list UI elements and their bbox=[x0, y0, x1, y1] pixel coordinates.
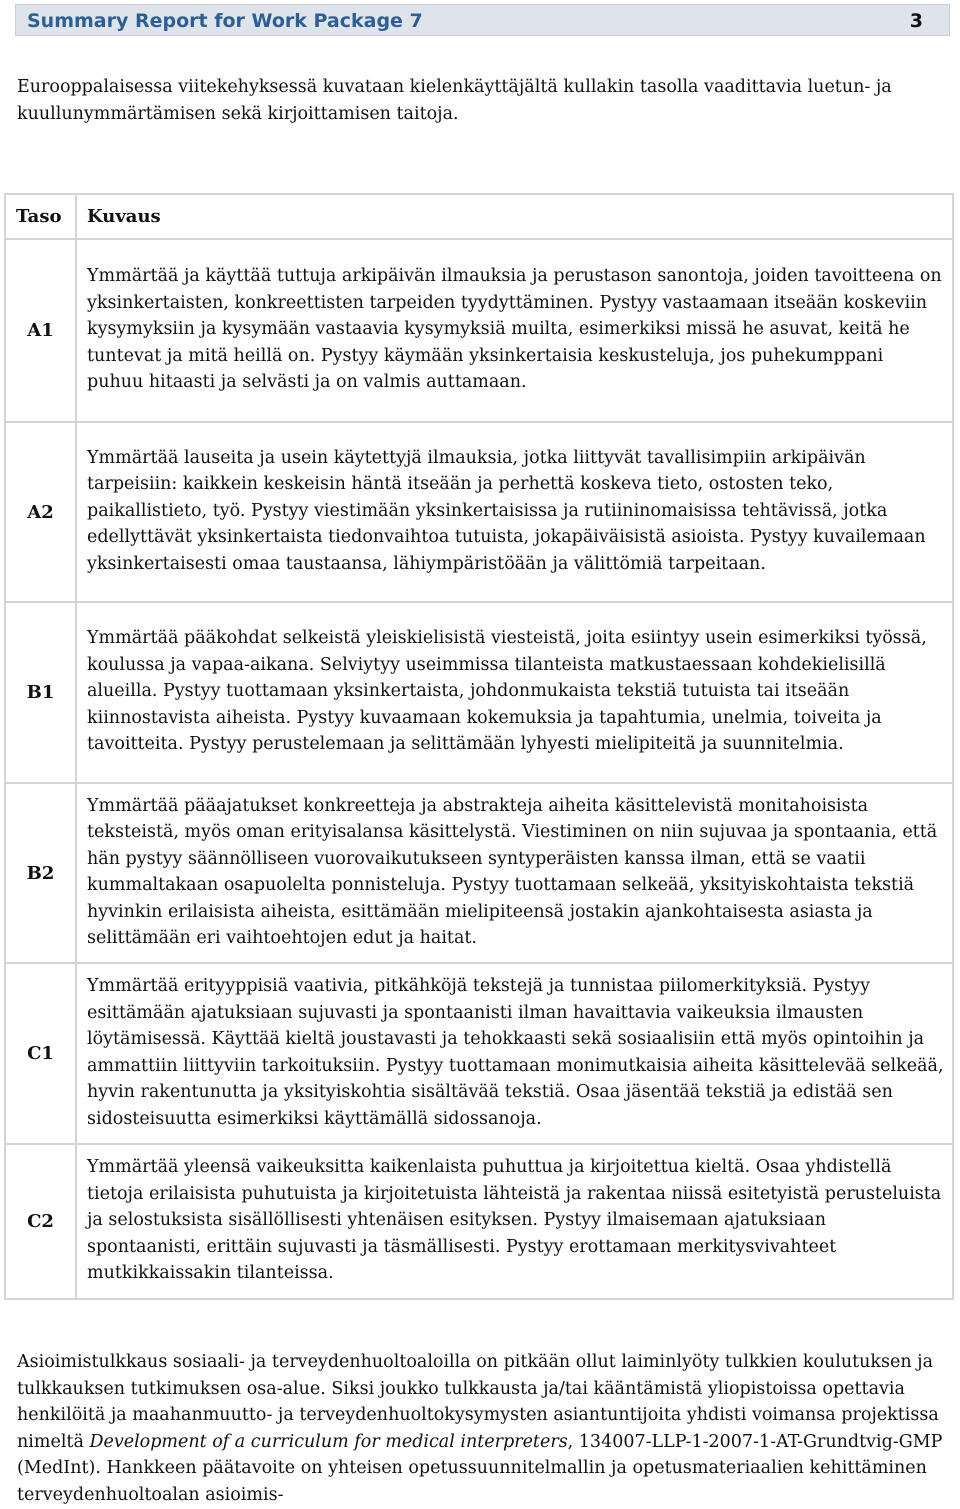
level-cell: A1 bbox=[5, 239, 76, 422]
description-cell: Ymmärtää lauseita ja usein käytettyjä ilmauksia, jotka liittyvät tavallisimpiin arkipäivän tarpeisiin: kaikkein keskeisin häntä itseään ja perhettä koskeva tieto, ostosten teko, paikallistieto, työ. Pystyy viestimään yksinkertaisissa ja rutiininomaisissa tehtävissä, jotka edellyttävät yksinkertaista tiedonvaihtoa tutuista, jokapäiväisistä asioista. Pystyy kuvailemaan yksinkertaisesti omaa taustaansa, lähiympäristöään ja välittömiä tarpeitaan. bbox=[76, 422, 953, 602]
table-row bbox=[5, 783, 953, 963]
column-header-description: Kuvaus bbox=[76, 194, 953, 239]
description-cell: Ymmärtää pääkohdat selkeistä yleiskielisistä viesteistä, joita esiintyy usein esimerkiksi työssä, koulussa ja vapaa-aikana. Selviytyy useimmissa tilanteista matkustaessaan kohdekielisillä alueilla. Pystyy tuottamaan yksinkertaista, johdonmukaista tekstiä tutuista tai itseään kiinnostavista aiheista. Pystyy kuvaamaan kokemuksia ja tapahtumia, unelmia, toiveita ja tavoitteita. Pystyy perustelemaan ja selittämään lyhyesti mielipiteitä ja suunnitelmia. bbox=[76, 602, 953, 783]
cefr-levels-table bbox=[4, 193, 954, 1300]
project-title: Development of a curriculum for medical interpreters bbox=[89, 1431, 568, 1452]
table-row bbox=[5, 602, 953, 783]
table-row bbox=[5, 963, 953, 1144]
level-cell: B2 bbox=[5, 783, 76, 963]
running-header bbox=[15, 4, 950, 36]
level-cell: C2 bbox=[5, 1144, 76, 1299]
paragraph-text-continued: , 134007-LLP-1-2007-1-AT-Grundtvig-GMP (MedInt). Hankkeen päätavoite on yhteisen opetussuunnitelmallin ja opetusmateriaalien kehittäminen terveydenhuoltoalan asioimis- bbox=[17, 1431, 943, 1505]
table-row bbox=[5, 239, 953, 422]
table-row bbox=[5, 422, 953, 602]
description-cell: Ymmärtää pääajatukset konkreetteja ja abstrakteja aiheita käsittelevistä monitahoisista teksteistä, myös oman erityisalansa käsittelystä. Viestiminen on niin sujuvaa ja spontaania, että hän pystyy säännölliseen vuorovaikutukseen syntyperäisten kanssa ilman, että se vaatii kummaltakaan osapuolelta ponnisteluja. Pystyy tuottamaan selkeää, yksityiskohtaista tekstiä hyvinkin erilaisista aiheista, esittämään mielipiteensä jostakin ajankohtaisesta asiasta ja selittämään eri vaihtoehtojen edut ja haitat. bbox=[76, 783, 953, 963]
page-number: 3 bbox=[909, 10, 923, 32]
description-cell: Ymmärtää ja käyttää tuttuja arkipäivän ilmauksia ja perustason sanontoja, joiden tavoitteena on yksinkertaisten, konkreettisten tarpeiden tyydyttäminen. Pystyy vastaamaan itseään koskeviin kysymyksiin ja kysymään vastaavia kysymyksiä muilta, esimerkiksi missä he asuvat, keitä he tuntevat ja mitä heillä on. Pystyy käymään yksinkertaisia keskusteluja, jos puhekumppani puhuu hitaasti ja selvästi ja on valmis auttamaan. bbox=[76, 239, 953, 422]
table-row bbox=[5, 1144, 953, 1299]
report-title: Summary Report for Work Package 7 bbox=[27, 10, 423, 32]
body-paragraph bbox=[17, 1349, 947, 1508]
paragraph-text: Asioimistulkkaus sosiaali- ja terveydenhuoltoaloilla on pitkään ollut laiminlyöty tulkkien koulutuksen ja tulkkauksen tutkimuksen osa-alue. Siksi joukko tulkkausta ja/tai kääntämistä yliopistoissa opettavia henkilöitä ja maahanmuutto- ja terveydenhuoltokysymysten asiantuntijoita yhdisti voimansa projektissa nimeltä bbox=[17, 1352, 939, 1452]
level-cell: A2 bbox=[5, 422, 76, 602]
description-cell: Ymmärtää erityyppisiä vaativia, pitkähköjä tekstejä ja tunnistaa piilomerkityksiä. Pystyy esittämään ajatuksiaan sujuvasti ja spontaanisti ilman havaittavia vaikeuksia ilmausten löytämisessä. Käyttää kieltä joustavasti ja tehokkaasti sekä sosiaalisiin että myös opintoihin ja ammattiin liittyviin tarkoituksiin. Pystyy tuottamaan monimutkaisia aiheita käsittelevää selkeää, hyvin rakentunutta ja yksityiskohtia sisältävää tekstiä. Osaa jäsentää tekstiä ja edistää sen sidosteisuutta esimerkiksi käyttämällä sidossanoja. bbox=[76, 963, 953, 1144]
column-header-level: Taso bbox=[5, 194, 76, 239]
table-header-row bbox=[5, 194, 953, 239]
level-cell: B1 bbox=[5, 602, 76, 783]
intro-paragraph: Eurooppalaisessa viitekehyksessä kuvataan kielenkäyttäjältä kullakin tasolla vaadittavia luetun- ja kuullunymmärtämisen sekä kirjoittamisen taitoja. bbox=[17, 77, 892, 124]
level-cell: C1 bbox=[5, 963, 76, 1144]
description-cell: Ymmärtää yleensä vaikeuksitta kaikenlaista puhuttua ja kirjoitettua kieltä. Osaa yhdistellä tietoja erilaisista puhutuista ja kirjoitetuista lähteistä ja rakentaa niissä esitetyistä perusteluista ja selostuksista sisällöllisesti yhtenäisen esityksen. Pystyy ilmaisemaan ajatuksiaan spontaanisti, erittäin sujuvasti ja täsmällisesti. Pystyy erottamaan merkitysvivahteet mutkikkaissakin tilanteissa. bbox=[76, 1144, 953, 1299]
